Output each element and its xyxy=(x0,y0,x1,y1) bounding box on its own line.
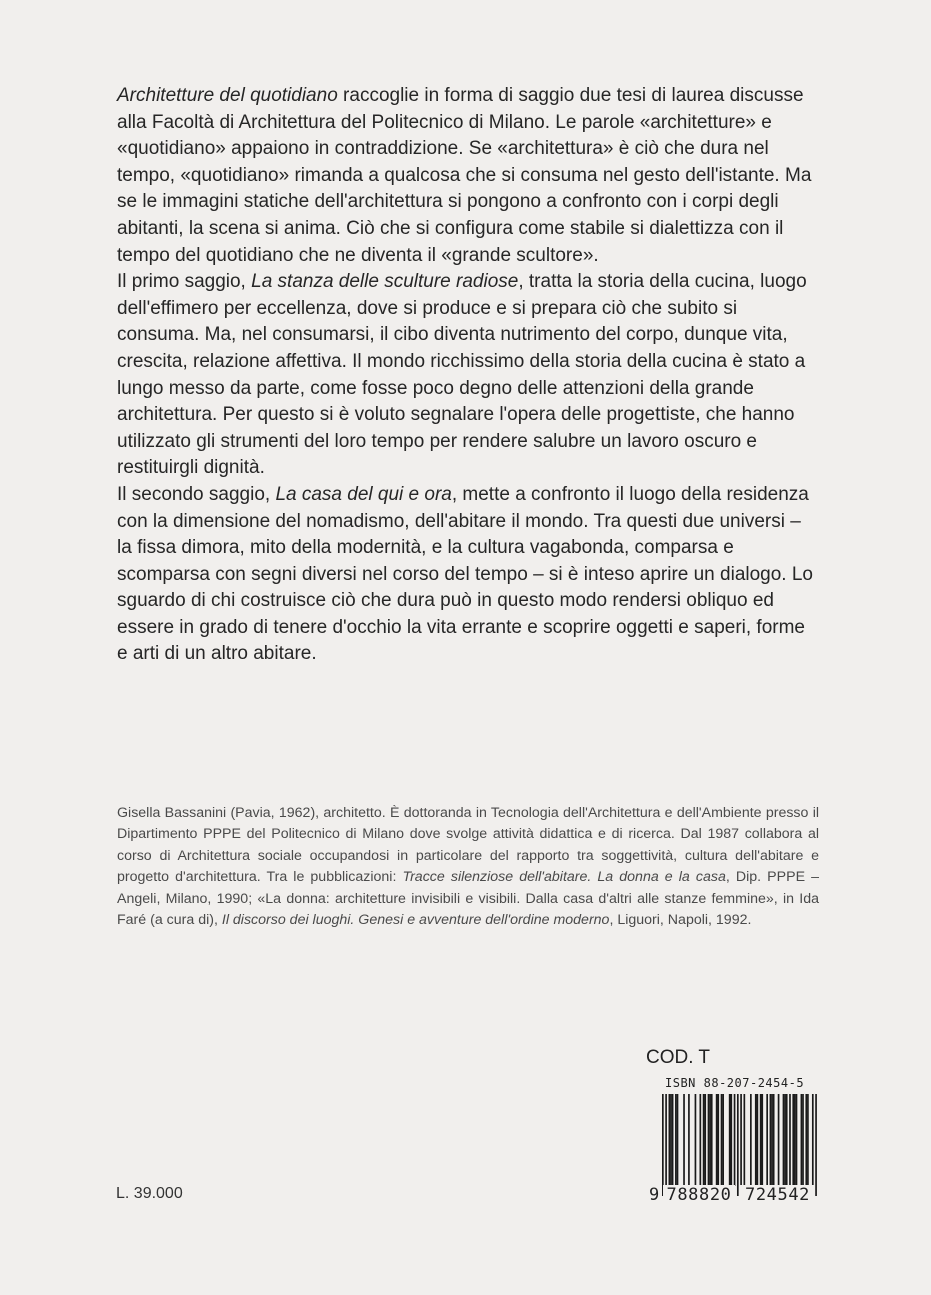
back-cover-blurb xyxy=(117,83,817,668)
barcode-bar xyxy=(722,1094,724,1186)
barcode-bar xyxy=(737,1094,739,1196)
barcode-bar xyxy=(672,1094,674,1186)
blurb-paragraph-3 xyxy=(117,482,817,668)
barcode-bar xyxy=(662,1094,664,1196)
blurb-text-3: , mette a confronto il luogo della residenza con la dimensione del nomadismo, dell'abitare il mondo. Tra questi due universi – la fissa dimora, mito della modernità, e la cultura vagabonda, comparsa e scomparsa con segni diversi nel corso del tempo – si è inteso aprire un dialogo. Lo sguardo di chi costruisce ciò che dura può in questo modo rendersi obliquo ed essere in grado di tenere d'occhio la vita errante e scoprire oggetti e saperi, forme e arti di un altro abitare. xyxy=(117,483,813,665)
isbn-barcode xyxy=(648,1094,818,1208)
barcode-bar xyxy=(708,1094,710,1186)
barcode-bar xyxy=(734,1094,736,1186)
barcode-right-group: 724542 xyxy=(740,1185,815,1205)
barcode-bar xyxy=(703,1094,705,1186)
barcode-bar xyxy=(789,1094,791,1186)
barcode-bar xyxy=(683,1094,685,1186)
barcode-bar xyxy=(802,1094,804,1186)
barcode-bar xyxy=(729,1094,731,1186)
barcode-bar xyxy=(670,1094,672,1186)
blurb-text-2: , tratta la storia della cucina, luogo dell'effimero per eccellenza, dove si produce e si prepara ciò che subito si consuma. Ma, nel consumarsi, il cibo diventa nutrimento del corpo, dunque vita, crescita, relazione affettiva. Il mondo ricchissimo della storia della cucina è stato a lungo messo da parte, come fosse poco degno delle attenzioni della grande architettura. Per questo si è voluto segnalare l'opera delle progettiste, che hanno utilizzato gli strumenti del loro tempo per rendere salubre un lavoro oscuro e restituirgli dignità. xyxy=(117,271,807,479)
barcode-bar xyxy=(761,1094,763,1186)
barcode-first-digit: 9 xyxy=(649,1185,660,1205)
bio-text-1: Gisella Bassanini (Pavia, 1962), architetto. È dottoranda in Tecnologia dell'Architettura e dell'Ambiente presso il Dipartimento PPPE del Politecnico di Milano dove svolge attività didattica e di ricerca. Dal 1987 collabora al corso di Architettura sociale occupandosi in particolare del rapporto tra soggettività, cultura dell'abitare e progetto d'architettura. Tra le pubblicazioni: xyxy=(117,805,819,886)
barcode-bar xyxy=(796,1094,798,1186)
barcode-bar xyxy=(801,1094,803,1186)
blurb-pre-2: Il primo saggio, xyxy=(117,271,252,293)
bio-text-3: , Liguori, Napoli, 1992. xyxy=(609,912,752,929)
barcode-bar xyxy=(695,1094,697,1186)
bio-work-1: Tracce silenziose dell'abitare. La donna e la casa xyxy=(402,869,726,886)
barcode-bar xyxy=(750,1094,752,1186)
barcode-bar xyxy=(815,1094,817,1196)
barcode-bar xyxy=(677,1094,679,1186)
barcode-bar xyxy=(784,1094,786,1186)
author-bio-paragraph xyxy=(117,803,819,931)
barcode-bar xyxy=(770,1094,772,1186)
barcode-bar xyxy=(786,1094,788,1186)
barcode-bar xyxy=(778,1094,780,1186)
barcode-bar xyxy=(699,1094,701,1186)
barcode-bar xyxy=(711,1094,713,1186)
barcode-bar xyxy=(716,1094,718,1186)
cod-label: COD. T xyxy=(646,1047,711,1068)
book-title: Architetture del quotidiano xyxy=(117,85,338,106)
barcode-bar xyxy=(740,1094,742,1196)
barcode-bar xyxy=(688,1094,690,1186)
barcode-left-group: 788820 xyxy=(663,1185,735,1205)
author-bio xyxy=(117,803,819,931)
barcode-bar xyxy=(744,1094,746,1186)
barcode-bar xyxy=(773,1094,775,1186)
bio-text-2: , Dip. PPPE – Angeli, Milano, 1990; «La donna: architetture invisibili e visibili. Dalla casa d'altri alle stanze femmine», in Ida Faré (a cura di), xyxy=(117,869,819,929)
barcode-bar xyxy=(760,1094,762,1186)
barcode-bar xyxy=(755,1094,757,1186)
barcode-bar xyxy=(717,1094,719,1186)
blurb-pre-3: Il secondo saggio, xyxy=(117,483,276,505)
blurb-paragraph-2 xyxy=(117,269,817,482)
essay-title-2: La casa del qui e ora xyxy=(275,483,452,505)
barcode-digits xyxy=(648,1185,818,1207)
bio-work-2: Il discorso dei luoghi. Genesi e avventure dell'ordine moderno xyxy=(221,912,610,929)
blurb-paragraph-1 xyxy=(117,83,817,269)
barcode-bar xyxy=(730,1094,732,1186)
barcode-bar xyxy=(783,1094,785,1186)
barcode-bar xyxy=(709,1094,711,1186)
barcode-bar xyxy=(805,1094,807,1186)
barcode-bar xyxy=(757,1094,759,1186)
barcode-bar xyxy=(665,1094,667,1196)
essay-title-1: La stanza delle sculture radiose xyxy=(251,271,519,293)
barcode-bar xyxy=(669,1094,671,1186)
barcode-bar xyxy=(766,1094,768,1186)
barcode-bar xyxy=(704,1094,706,1186)
barcode-bar xyxy=(721,1094,723,1186)
barcode-bar xyxy=(794,1094,796,1186)
barcode-bar xyxy=(807,1094,809,1186)
barcode-bar xyxy=(771,1094,773,1186)
blurb-text-1: raccoglie in forma di saggio due tesi di laurea discusse alla Facoltà di Architettura del Politecnico di Milano. Le parole «architetture» e «quotidiano» appaiono in contraddizione. Se «architettura» è ciò che dura nel tempo, «quotidiano» rimanda a qualcosa che si consuma nel gesto dell'istante. Ma se le immagini statiche dell'architettura si pongono a confronto con i corpi degli abitanti, la scena si anima. Ciò che si configura come stabile si dialettizza con il tempo del quotidiano che ne diventa il «grande scultore». xyxy=(117,85,812,266)
barcode-bar xyxy=(792,1094,794,1186)
barcode-bar xyxy=(675,1094,677,1186)
isbn-label: ISBN 88-207-2454-5 xyxy=(665,1076,805,1090)
barcode-bar xyxy=(812,1094,814,1196)
price-label: L. 39.000 xyxy=(116,1185,183,1202)
